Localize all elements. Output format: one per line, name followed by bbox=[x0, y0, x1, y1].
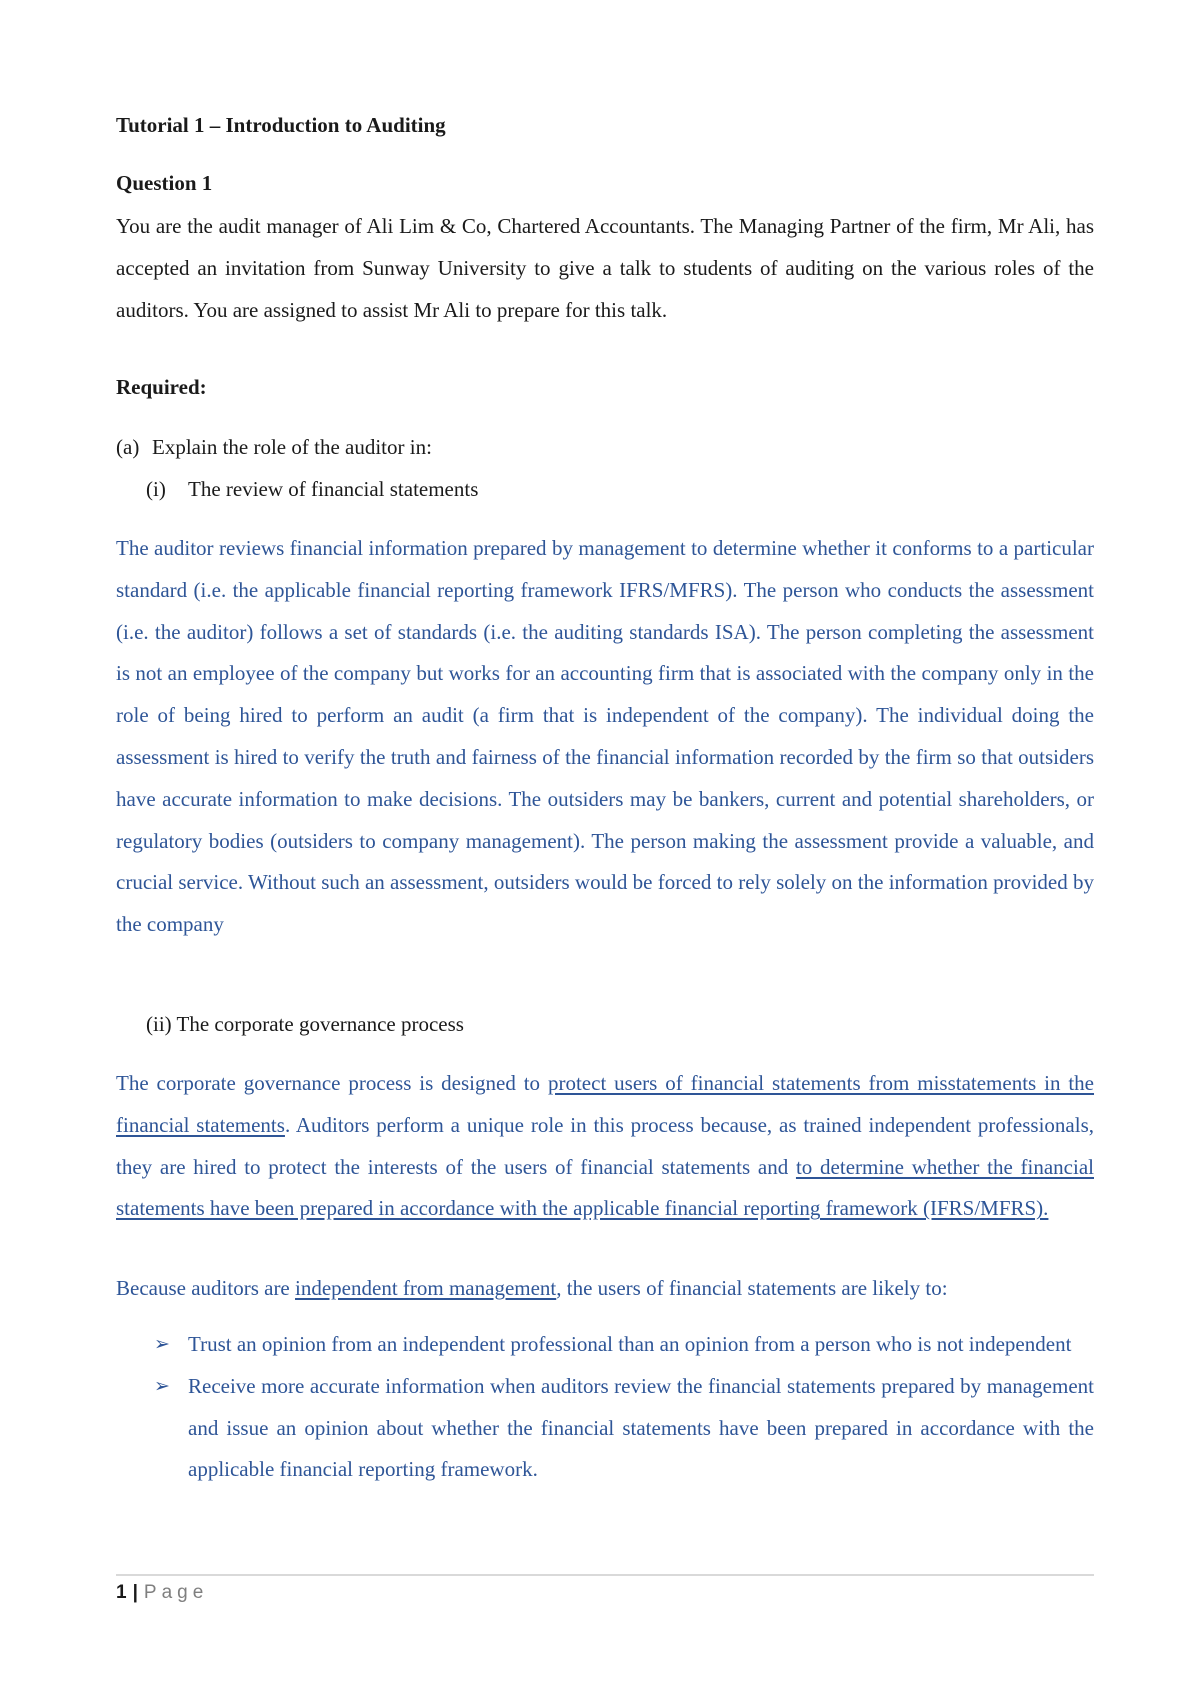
answer-ii-text-2: . Auditors perform a unique role in this process because, as trained independent professionals, they are hired to protect the interests of the users of financial statements and bbox=[116, 1112, 1094, 1179]
because-text-2: , the users of financial statements are likely to: bbox=[556, 1276, 948, 1300]
part-a-text: Explain the role of the auditor in: bbox=[152, 435, 432, 459]
answer-ii-text-1: The corporate governance process is designed to bbox=[116, 1071, 548, 1095]
because-text-1: Because auditors are bbox=[116, 1276, 296, 1300]
because-underline: independent from management bbox=[295, 1276, 557, 1300]
part-ii-label: (ii) bbox=[146, 1012, 172, 1036]
question-text: You are the audit manager of Ali Lim & Co, Chartered Accountants. The Managing Partner of the firm, Mr Ali, has accepted an invitation from Sunway University to give a talk to students of auditing on the various roles of the auditors. You are assigned to assist Mr Ali to prepare for this talk. bbox=[116, 214, 1094, 322]
arrow-bullet-icon: ➢ bbox=[154, 1333, 170, 1355]
answer-ii-paragraph bbox=[116, 1063, 1094, 1230]
page-footer bbox=[116, 1582, 208, 1604]
part-ii-text: The corporate governance process bbox=[176, 1012, 464, 1036]
bullet-text: Trust an opinion from an independent professional than an opinion from a person who is not independent bbox=[188, 1332, 1072, 1356]
answer-ii-underline-1: protect users of financial statements from misstatements in the financial statements bbox=[116, 1071, 1095, 1137]
part-i-label: (i) bbox=[146, 477, 166, 501]
footer-divider bbox=[116, 1574, 1094, 1576]
answer-ii-underline-2: to determine whether the financial statements have been prepared in accordance with the applicable financial reporting framework (IFRS/MFRS). bbox=[116, 1154, 1094, 1221]
because-paragraph bbox=[116, 1268, 1094, 1310]
page-number: 1 bbox=[116, 1582, 127, 1603]
part-i-text: The review of financial statements bbox=[188, 477, 479, 501]
page-title: Tutorial 1 – Introduction to Auditing bbox=[116, 113, 446, 137]
footer-separator: | bbox=[132, 1582, 138, 1603]
part-i bbox=[146, 477, 478, 502]
page-word: Page bbox=[143, 1582, 209, 1603]
arrow-bullet-icon: ➢ bbox=[154, 1374, 170, 1397]
answer-i-paragraph: The auditor reviews financial information prepared by management to determine whether it conforms to a particular standard (i.e. the applicable financial reporting framework IFRS/MFRS). The person who conducts the assessment (i.e. the auditor) follows a set of standards (i.e. the auditing standards ISA). The person completing the assessment is not an employee of the company but works for an accounting firm that is associated with the company only in the role of being hired to perform an audit (a firm that is independent of the company). The individual doing the assessment is hired to verify the truth and fairness of the financial information recorded by the firm so that outsiders have accurate information to make decisions. The outsiders may be bankers, current and potential shareholders, or regulatory bodies (outsiders to company management). The person making the assessment provide a valuable, and crucial service. Without such an assessment, outsiders would be forced to rely solely on the information provided by the company bbox=[116, 536, 1094, 937]
required-label: Required: bbox=[116, 375, 207, 399]
bullet-list bbox=[116, 1324, 1094, 1491]
question-heading: Question 1 bbox=[116, 171, 213, 195]
list-item bbox=[116, 1324, 1094, 1366]
bullet-text: Receive more accurate information when auditors review the financial statements prepared by management and issue an opinion about whether the financial statements have been prepared in accordance with the applicable financial reporting framework. bbox=[188, 1373, 1094, 1482]
part-ii bbox=[146, 1012, 464, 1037]
list-item bbox=[116, 1366, 1094, 1491]
part-a bbox=[116, 435, 432, 460]
part-a-label: (a) bbox=[116, 435, 140, 459]
